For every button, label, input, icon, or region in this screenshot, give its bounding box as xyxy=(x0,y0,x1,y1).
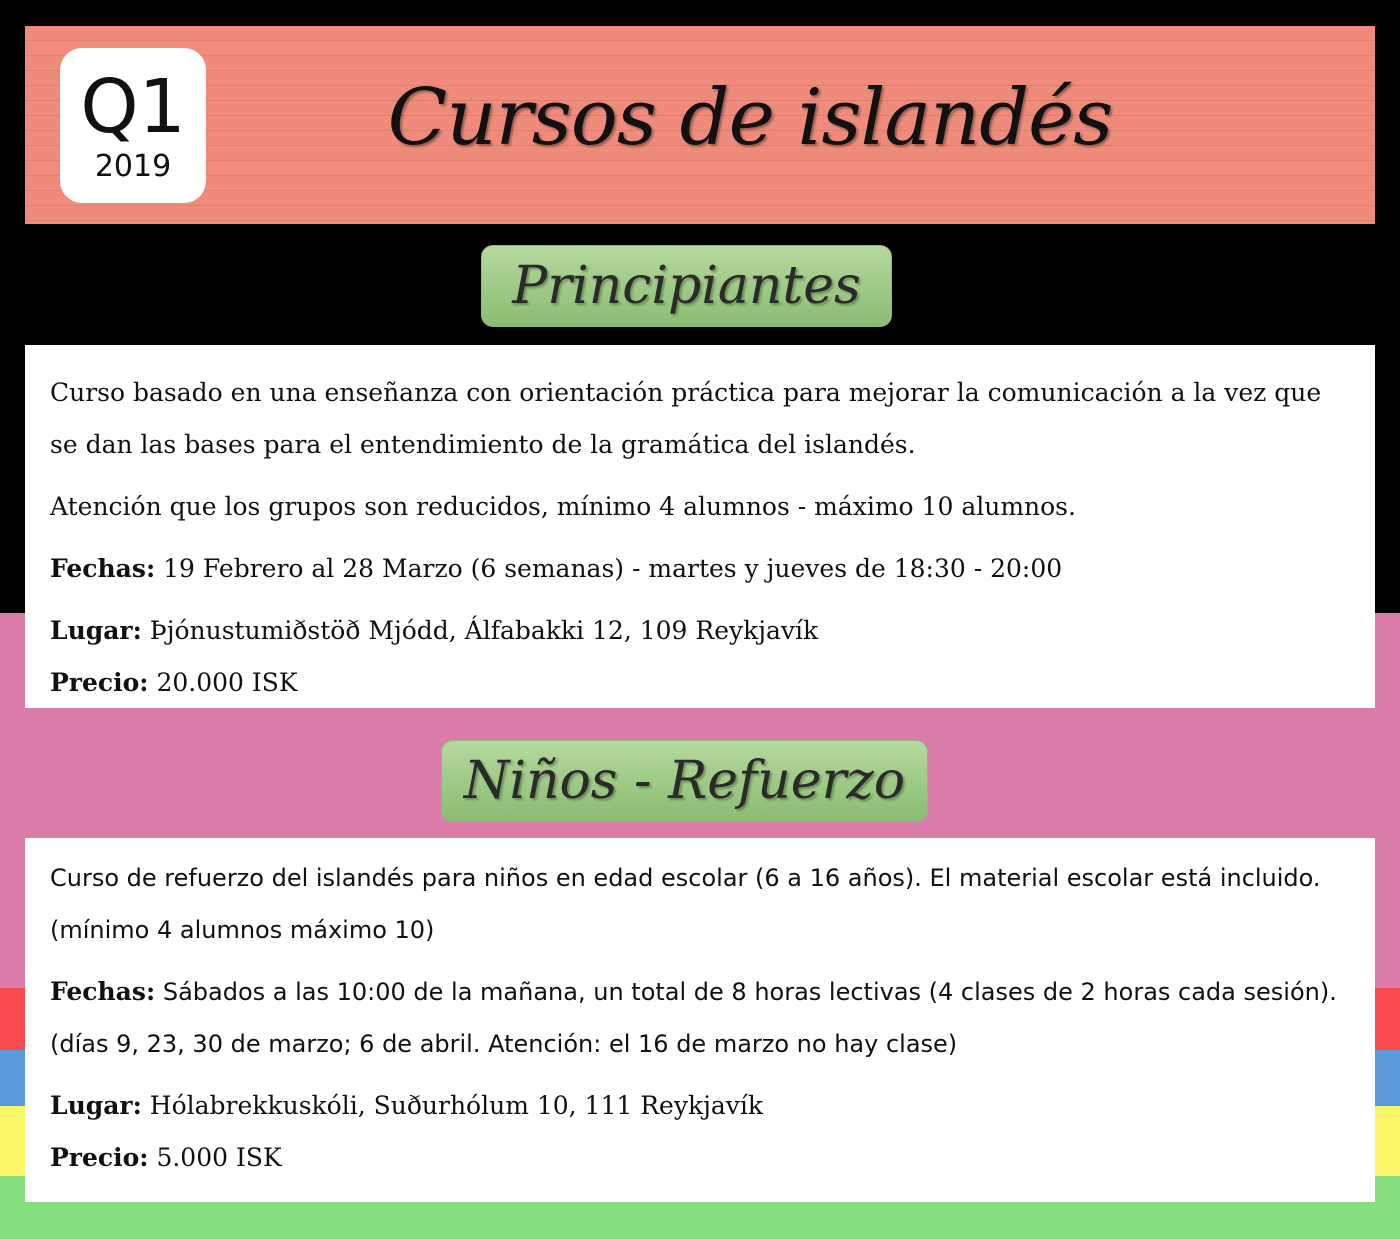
price-value: 5.000 ISK xyxy=(156,1143,282,1172)
price-value: 20.000 ISK xyxy=(156,668,298,697)
dates-value: Sábados a las 10:00 de la mañana, un total de 8 horas lectivas (4 clases de 2 horas cada sesión). xyxy=(162,978,1337,1006)
quarter-label: Q1 xyxy=(80,64,186,150)
quarter-year: 2019 xyxy=(94,149,172,184)
section-tab-principiantes xyxy=(481,245,892,327)
course-description-line: se dan las bases para el entendimiento de la gramática del islandés. xyxy=(50,430,916,459)
course-description-line: Curso basado en una enseñanza con orientación práctica para mejorar la comunicación a la vez que xyxy=(50,378,1322,407)
place-label: Lugar: xyxy=(50,1091,142,1120)
section-title: Niños - Refuerzo xyxy=(463,751,906,811)
dates-value: 19 Febrero al 28 Marzo (6 semanas) - martes y jueves de 18:30 - 20:00 xyxy=(163,554,1063,583)
course-description-line: Curso de refuerzo del islandés para niños en edad escolar (6 a 16 años). El material escolar está incluido. xyxy=(50,864,1321,892)
course-description-line: (mínimo 4 alumnos máximo 10) xyxy=(50,916,435,944)
place-value: Þjónustumiðstöð Mjódd, Álfabakki 12, 109 Reykjavík xyxy=(149,616,819,645)
course-card-ninos-refuerzo xyxy=(25,838,1375,1202)
price-label: Precio: xyxy=(50,668,149,697)
course-price xyxy=(50,1132,1350,1184)
course-dates xyxy=(50,966,1350,1018)
page-title: Cursos de islandés xyxy=(387,73,1113,163)
course-card-principiantes xyxy=(25,345,1375,708)
dates-label: Fechas: xyxy=(50,977,156,1006)
course-note: Atención que los grupos son reducidos, mínimo 4 alumnos - máximo 10 alumnos. xyxy=(50,492,1076,521)
section-title: Principiantes xyxy=(512,256,861,316)
course-price xyxy=(50,657,1350,709)
course-dates-extra: (días 9, 23, 30 de marzo; 6 de abril. Atención: el 16 de marzo no hay clase) xyxy=(50,1030,958,1058)
course-place xyxy=(50,1080,1350,1132)
course-dates xyxy=(50,543,1350,595)
course-place xyxy=(50,605,1350,657)
section-tab-ninos-refuerzo xyxy=(441,740,928,822)
quarter-badge xyxy=(60,48,206,203)
price-label: Precio: xyxy=(50,1143,149,1172)
dates-label: Fechas: xyxy=(50,554,156,583)
place-label: Lugar: xyxy=(50,616,142,645)
place-value: Hólabrekkuskóli, Suðurhólum 10, 111 Reykjavík xyxy=(149,1091,764,1120)
